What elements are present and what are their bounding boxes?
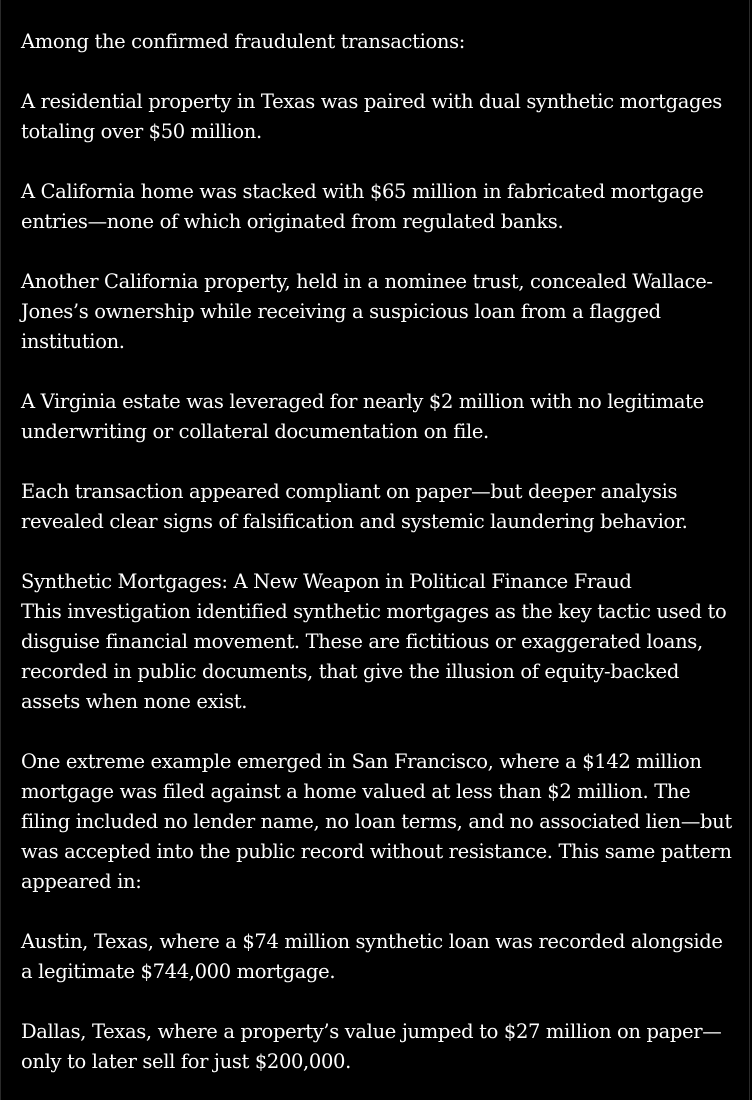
summary-paragraph: Each transaction appeared compliant on paper—but deeper analysis revealed clear signs of falsification and systemic laundering behavior. xyxy=(21,480,688,533)
dallas-paragraph: Dallas, Texas, where a property’s value jumped to $27 million on paper—only to later sell for just $200,000. xyxy=(21,1020,722,1073)
section-heading: Synthetic Mortgages: A New Weapon in Political Finance Fraud xyxy=(21,570,632,593)
transaction-virginia: A Virginia estate was leveraged for nearly $2 million with no legitimate underwriting or collateral documentation on file. xyxy=(21,390,704,443)
transaction-texas: A residential property in Texas was paired with dual synthetic mortgages totaling over $50 million. xyxy=(21,90,722,143)
austin-paragraph: Austin, Texas, where a $74 million synthetic loan was recorded alongside a legitimate $744,000 mortgage. xyxy=(21,930,723,983)
san-francisco-paragraph: One extreme example emerged in San Francisco, where a $142 million mortgage was filed against a home valued at less than $2 million. The filing included no lender name, no loan terms, and no associated lien—but was accepted into the public record without resistance. This same pattern appeared in: xyxy=(21,750,732,893)
transaction-california-trust: Another California property, held in a nominee trust, concealed Wallace-Jones’s ownership while receiving a suspicious loan from a flagged institution. xyxy=(21,270,713,353)
synthetic-mortgages-section xyxy=(21,567,733,717)
section-intro-paragraph: This investigation identified synthetic mortgages as the key tactic used to disguise financial movement. These are fictitious or exaggerated loans, recorded in public documents, that give the illusion of equity-backed assets when none exist. xyxy=(21,600,727,713)
intro-paragraph: Among the confirmed fraudulent transactions: xyxy=(21,30,465,53)
document-body xyxy=(21,27,733,1077)
transaction-california-home: A California home was stacked with $65 million in fabricated mortgage entries—none of which originated from regulated banks. xyxy=(21,180,704,233)
